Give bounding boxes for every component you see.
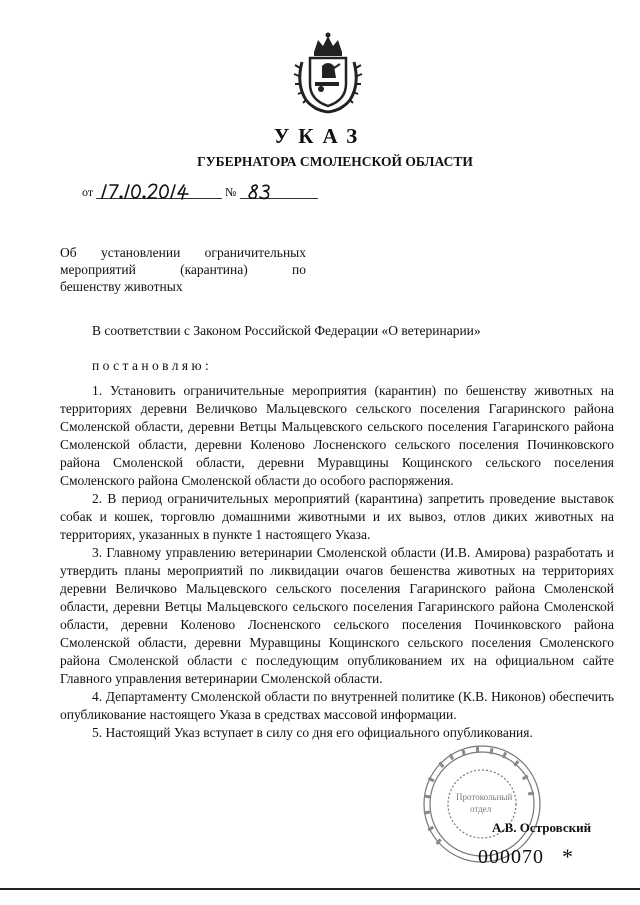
paragraph-4: 4. Департаменту Смоленской области по внутренней политике (К.В. Никонов) обеспечить опубликование настоящего Указа в средствах массовой информации. xyxy=(60,689,614,722)
registration-number: 000070 xyxy=(478,846,544,868)
subject-line-2: мероприятий (карантина) по xyxy=(60,262,306,277)
paragraph-2: 2. В период ограничительных мероприятий (карантина) запретить проведение выставок собак и кошек, торговлю домашними животными и их вывоз, отлов диких животных на территориях, указанных в пункте 1 настоящего Указа. xyxy=(60,491,614,542)
svg-text:Протокольный: Протокольный xyxy=(456,792,513,802)
paragraph-1: 1. Установить ограничительные мероприятия (карантин) по бешенству животных на территориях деревни Величково Мальцевского сельского поселения Гагаринского района Смоленской области, деревни Ветцы Мальцевского сельского поселения Гагаринского района Смоленской области, деревни Коленово Лосненского сельского поселения Починковского района Смоленской области, деревни Муравщины Кощинского сельского поселения Смоленского района Смоленской области до особого распоряжения. xyxy=(60,383,614,488)
number-label: № xyxy=(225,185,237,199)
date-number-line xyxy=(72,176,332,204)
paragraph-5: 5. Настоящий Указ вступает в силу со дня его официального опубликования. xyxy=(92,725,533,740)
bottom-rule xyxy=(0,888,640,890)
decree-body xyxy=(60,382,614,742)
coat-of-arms-emblem xyxy=(292,32,364,116)
subject-line-1: Об установлении ограничительных xyxy=(60,245,306,260)
legal-basis: В соответствии с Законом Российской Федерации «О ветеринарии» xyxy=(92,323,481,338)
decree-subject xyxy=(60,244,306,295)
handwritten-date-and-number xyxy=(72,176,332,204)
decree-word: постановляю: xyxy=(92,358,213,373)
svg-text:отдел: отдел xyxy=(470,804,492,814)
paragraph-3: 3. Главному управлению ветеринарии Смоленской области (И.В. Амирова) разработать и утвердить планы мероприятий по ликвидации очагов бешенства животных на территориях деревни Величково Мальцевского сельского поселения Гагаринского района Смоленской области, деревни Ветцы Мальцевского сельского поселения Гагаринского района Смоленской области, деревни Коленово Лосненского сельского поселения Починковского района Смоленской области, деревни Муравщины Кощинского сельского поселения Смоленского района Смоленской области с последующим опубликованием их на официальном сайте Главного управления ветеринарии Смоленской области. xyxy=(60,545,614,686)
subject-line-3: бешенству животных xyxy=(60,279,183,294)
document-subtitle: ГУБЕРНАТОРА СМОЛЕНСКОЙ ОБЛАСТИ xyxy=(197,154,473,169)
signature-name: А.В. Островский xyxy=(492,820,592,835)
asterisk-mark: * xyxy=(562,844,573,869)
from-label: от xyxy=(82,185,94,199)
document-title: УКАЗ xyxy=(273,124,367,148)
